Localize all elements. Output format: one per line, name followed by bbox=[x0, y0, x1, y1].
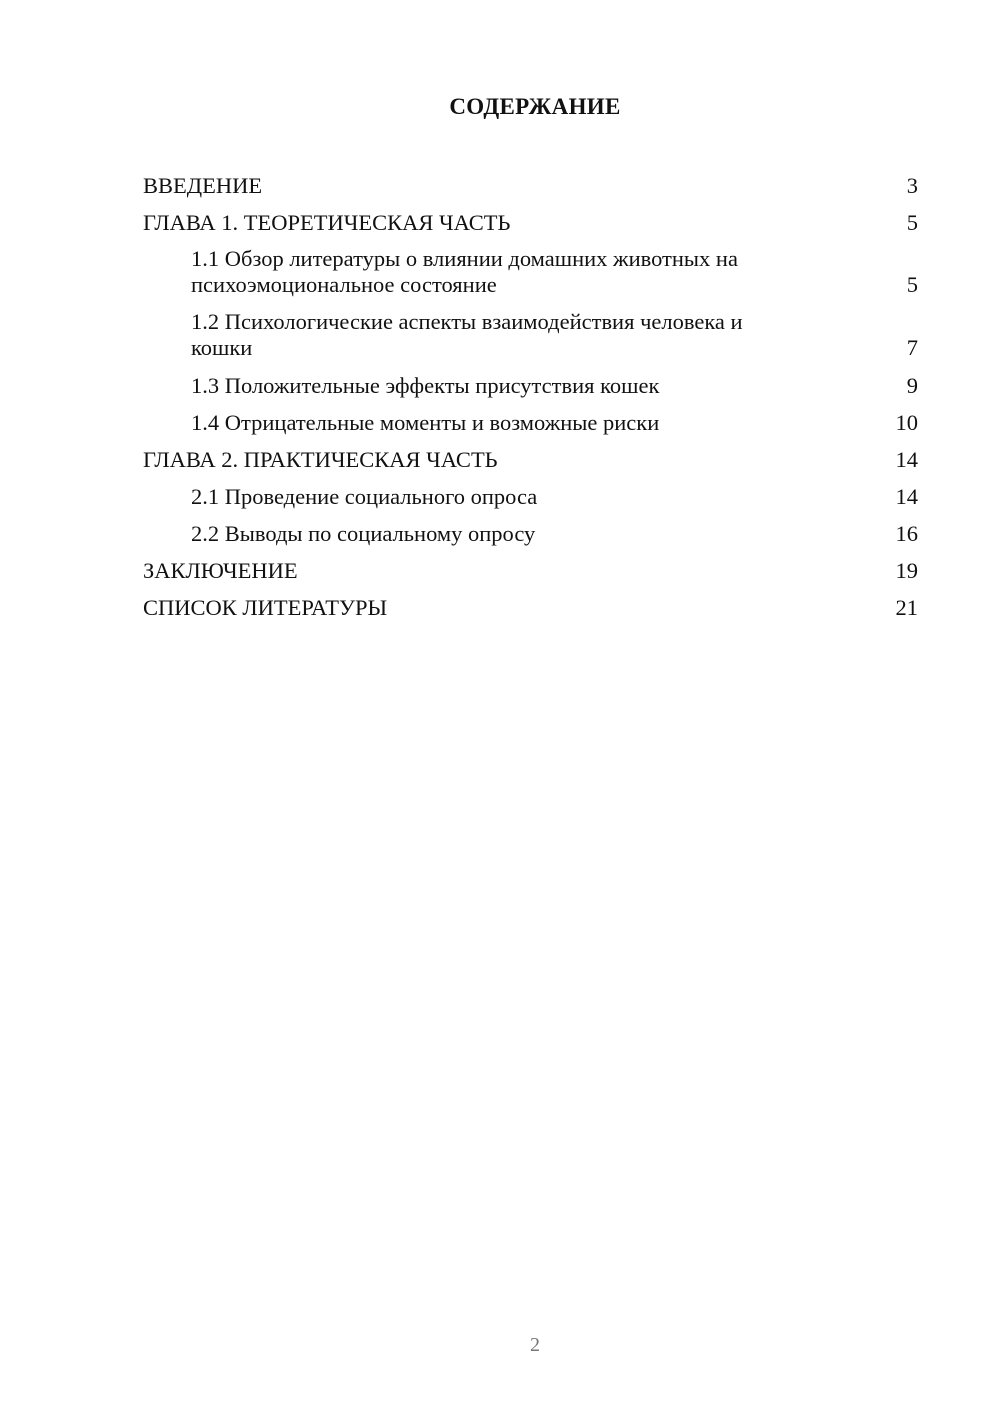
toc-entry-label: ВВЕДЕНИЕ bbox=[143, 173, 263, 198]
page-number: 2 bbox=[530, 1334, 540, 1356]
toc-entry-page: 10 bbox=[895, 410, 918, 435]
page-title: СОДЕРЖАНИЕ bbox=[449, 94, 621, 119]
toc-entry-references[interactable] bbox=[143, 589, 918, 626]
toc-entry-label: ГЛАВА 2. ПРАКТИЧЕСКАЯ ЧАСТЬ bbox=[143, 447, 498, 472]
toc-entry-page: 5 bbox=[906, 210, 918, 235]
toc-entry-chapter-1[interactable] bbox=[143, 204, 918, 241]
toc-entry-page: 19 bbox=[895, 558, 918, 583]
toc-entry-label: 1.1 Обзор литературы о влиянии домашних животных на психоэмоциональное состояние bbox=[191, 246, 738, 297]
toc-entry-page: 14 bbox=[895, 447, 918, 472]
toc-entry-page: 21 bbox=[895, 595, 918, 620]
toc-entry-section-1-3[interactable] bbox=[143, 367, 918, 404]
toc-entry-section-1-2[interactable] bbox=[143, 304, 918, 367]
toc-entry-page: 5 bbox=[906, 272, 918, 297]
toc-entry-conclusion[interactable] bbox=[143, 552, 918, 589]
toc-entry-section-2-2[interactable] bbox=[143, 515, 918, 552]
table-of-contents bbox=[143, 167, 918, 626]
toc-entry-page: 3 bbox=[906, 173, 918, 198]
toc-entry-label: 2.1 Проведение социального опроса bbox=[191, 484, 538, 509]
toc-entry-page: 7 bbox=[906, 335, 918, 360]
toc-entry-label: ЗАКЛЮЧЕНИЕ bbox=[143, 558, 298, 583]
toc-entry-label: 2.2 Выводы по социальному опросу bbox=[191, 521, 536, 546]
toc-entry-section-1-1[interactable] bbox=[143, 241, 918, 304]
toc-entry-label: СПИСОК ЛИТЕРАТУРЫ bbox=[143, 595, 388, 620]
toc-entry-label: 1.2 Психологические аспекты взаимодействия человека и кошки bbox=[191, 309, 743, 360]
toc-entry-page: 14 bbox=[895, 484, 918, 509]
toc-entry-page: 16 bbox=[895, 521, 918, 546]
toc-entry-page: 9 bbox=[906, 373, 918, 398]
toc-entry-section-1-4[interactable] bbox=[143, 404, 918, 441]
toc-entry-label: 1.4 Отрицательные моменты и возможные риски bbox=[191, 410, 660, 435]
toc-entry-chapter-2[interactable] bbox=[143, 441, 918, 478]
toc-entry-label: 1.3 Положительные эффекты присутствия кошек bbox=[191, 373, 660, 398]
toc-entry-section-2-1[interactable] bbox=[143, 478, 918, 515]
toc-entry-introduction[interactable] bbox=[143, 167, 918, 204]
toc-entry-label: ГЛАВА 1. ТЕОРЕТИЧЕСКАЯ ЧАСТЬ bbox=[143, 210, 511, 235]
